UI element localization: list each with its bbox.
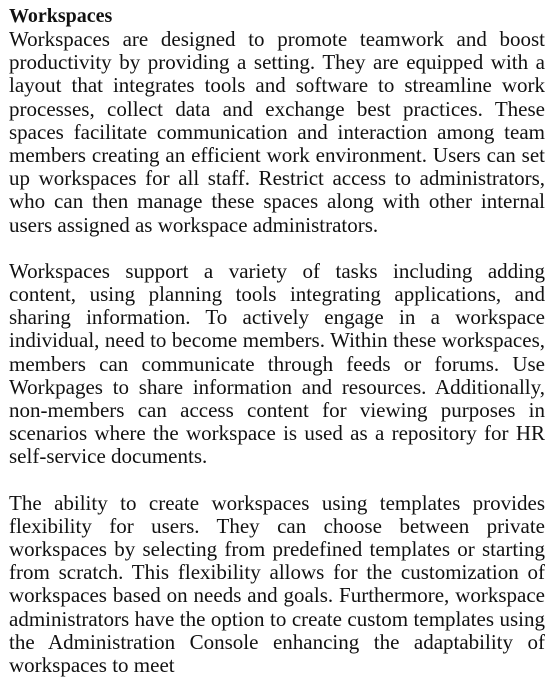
document-body: [9, 4, 545, 677]
paragraph-3: The ability to create workspaces using templates provides flexibility for users. They can choose between private workspaces by selecting from predefined templates or starting from scratch. This flexibility allows for the customization of workspaces based on needs and goals. Furthermore, workspace administrators have the option to create custom templates using the Administration Console enhancing the adaptability of workspaces to meet: [9, 490, 545, 677]
paragraph-spacer: [9, 237, 545, 260]
section-heading: Workspaces: [9, 5, 113, 27]
paragraph-2: Workspaces support a variety of tasks including adding content, using planning tools integrating applications, and sharing information. To actively engage in a workspace individual, need to become members. Within these workspaces, members can communicate through feeds or forums. Use Workpages to share information and resources. Additionally, non-members can access content for viewing purposes in scenarios where the workspace is used as a repository for HR self-service documents.: [9, 258, 545, 469]
paragraph-1: Workspaces are designed to promote teamwork and boost productivity by providing a setting. They are equipped with a layout that integrates tools and software to streamline work processes, collect data and exchange best practices. These spaces facilitate communication and interaction among team members creating an efficient work environment. Users can set up workspaces for all staff. Restrict access to administrators, who can then manage these spaces along with other internal users assigned as workspace administrators.: [9, 27, 545, 237]
paragraph-spacer: [9, 469, 545, 492]
